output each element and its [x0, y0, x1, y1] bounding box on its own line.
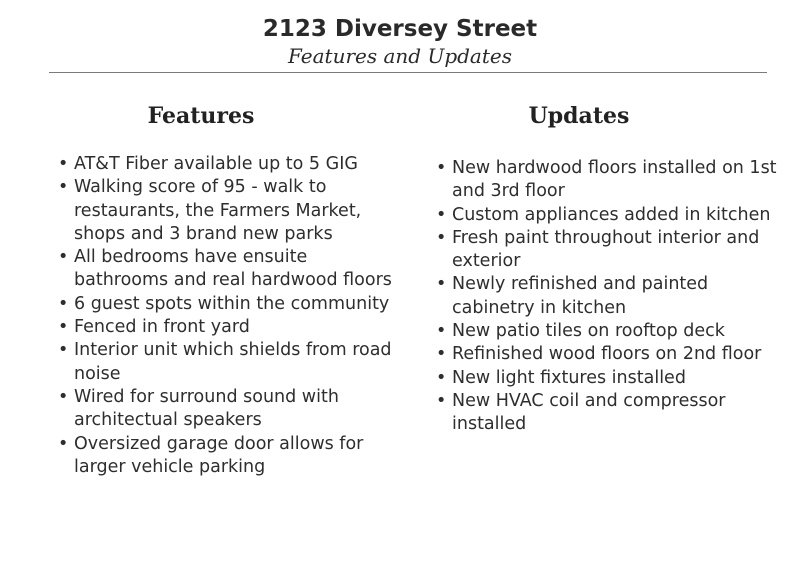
list-item	[434, 273, 784, 320]
bullet-icon: •	[58, 386, 69, 407]
updates-column	[434, 100, 784, 437]
list-item-text: New HVAC coil and compressor installed	[452, 390, 726, 435]
list-item-text: Custom appliances added in kitchen	[452, 204, 771, 225]
list-item-text: New hardwood floors installed on 1st and 3rd floor	[452, 158, 777, 202]
updates-heading: Updates	[528, 103, 630, 129]
list-item	[434, 320, 784, 343]
bullet-icon: •	[436, 390, 447, 411]
list-item-text: Wired for surround sound with architectual speakers	[74, 386, 339, 431]
list-item	[56, 153, 406, 176]
page-subtitle: Features and Updates	[288, 44, 512, 68]
list-item-text: Refinished wood floors on 2nd floor	[452, 344, 762, 365]
list-item-text: Newly refinished and painted cabinetry in kitchen	[452, 274, 709, 318]
list-item	[56, 386, 406, 433]
bullet-icon: •	[436, 321, 447, 342]
bullet-icon: •	[58, 247, 69, 268]
bullet-icon: •	[436, 158, 447, 178]
bullet-icon: •	[436, 274, 447, 295]
list-item-text: Fenced in front yard	[74, 317, 250, 338]
list-item-text: Interior unit which shields from road noise	[74, 340, 392, 384]
bullet-icon: •	[436, 344, 447, 365]
bullet-icon: •	[436, 367, 447, 388]
bullet-icon: •	[58, 293, 69, 314]
list-item	[434, 157, 784, 204]
features-list	[56, 153, 406, 479]
list-item-text: Walking score of 95 - walk to restaurants, the Farmers Market, shops and 3 brand new parks	[74, 177, 362, 244]
list-item	[56, 293, 406, 316]
bullet-icon: •	[436, 227, 447, 248]
bullet-icon: •	[58, 433, 69, 454]
list-item	[56, 433, 406, 480]
list-item	[434, 390, 784, 437]
list-item-text: New patio tiles on rooftop deck	[452, 321, 725, 342]
bullet-icon: •	[58, 154, 69, 174]
document-header	[0, 14, 800, 68]
list-item	[56, 339, 406, 386]
list-item	[56, 316, 406, 339]
header-divider	[49, 72, 767, 73]
bullet-icon: •	[58, 177, 69, 198]
list-item-text: New light fixtures installed	[452, 367, 686, 388]
features-heading: Features	[147, 103, 255, 129]
list-item	[434, 343, 784, 366]
list-item-text: Oversized garage door allows for larger vehicle parking	[74, 433, 364, 477]
list-item-text: 6 guest spots within the community	[74, 293, 390, 314]
bullet-icon: •	[58, 340, 69, 361]
bullet-icon: •	[436, 204, 447, 225]
list-item-text: Fresh paint throughout interior and exterior	[452, 227, 760, 272]
list-item-text: All bedrooms have ensuite bathrooms and real hardwood floors	[74, 247, 392, 291]
page-title: 2123 Diversey Street	[262, 16, 538, 42]
list-item	[56, 246, 406, 293]
updates-list	[434, 157, 784, 437]
features-column	[56, 100, 406, 479]
list-item	[434, 367, 784, 390]
list-item-text: AT&T Fiber available up to 5 GIG	[74, 154, 358, 174]
list-item	[434, 204, 784, 227]
list-item	[434, 227, 784, 274]
list-item	[56, 176, 406, 246]
bullet-icon: •	[58, 317, 69, 338]
